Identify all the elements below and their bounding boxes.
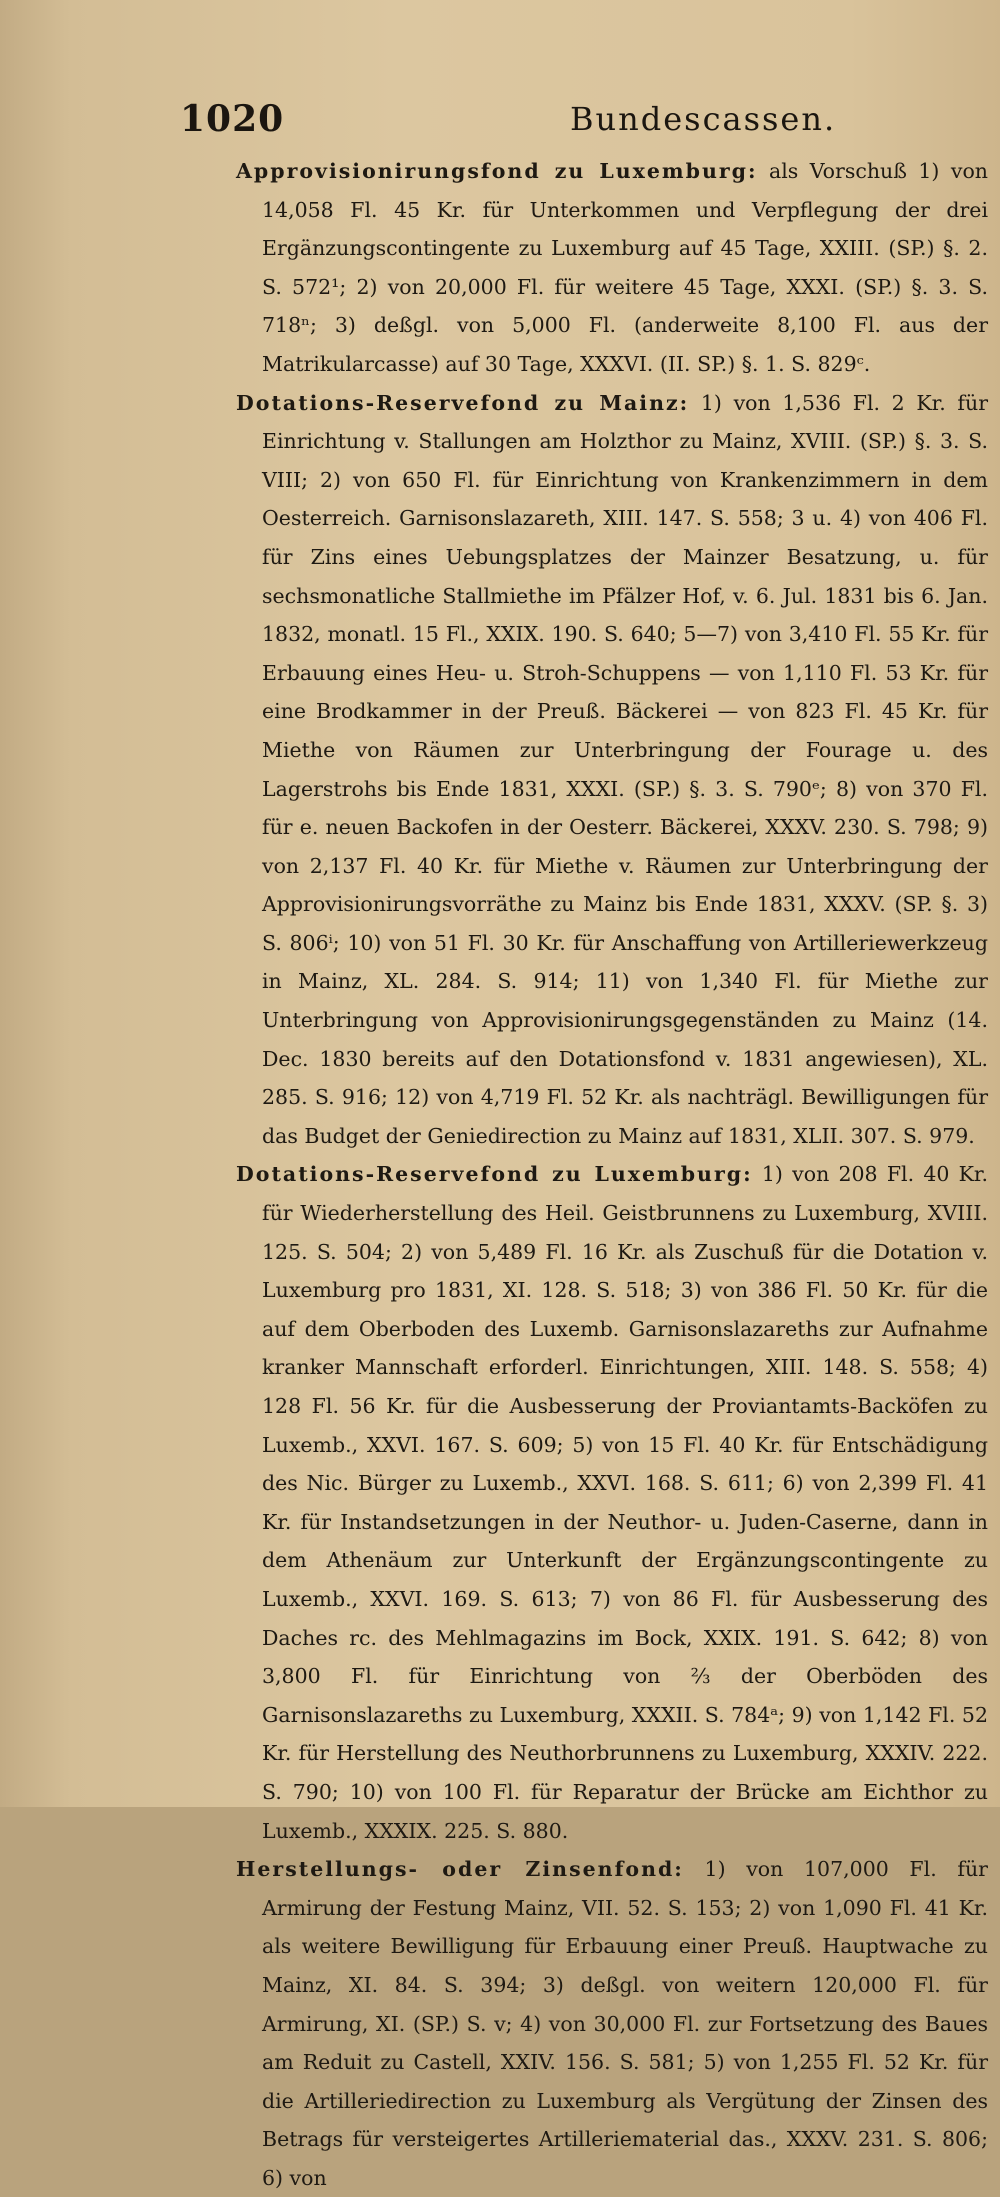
entry-text: als Vorschuß 1) von 14,058 Fl. 45 Kr. für Unterkommen und Verpflegung der drei Ergänzungscontingente zu Luxemburg auf 45 Tage, XXIII. (SP.) §. 2. S. 572¹; 2) von 20,000 Fl. für weitere 45 Tage, XXXI. (SP.) §. 3. S. 718ⁿ; 3) deßgl. von 5,000 Fl. (anderweite 8,100 Fl. aus der Matrikularcasse) auf 30 Tage, XXXVI. (II. SP.) §. 1. S. 829ᶜ. [262,159,988,376]
entry-title: Herstellungs- oder Zinsenfond: [236,1857,684,1882]
running-title: Bundescassen. [570,100,837,138]
running-head [180,98,960,144]
entry-approvisionirungsfond [236,152,988,384]
entry-text: 1) von 1,536 Fl. 2 Kr. für Einrichtung v. Stallungen am Holzthor zu Mainz, XVIII. (SP.) §. 3. S. VIII; 2) von 650 Fl. für Einrichtung von Krankenzimmern in dem Oesterreich. Garnisonslazareth, XIII. 147. S. 558; 3 u. 4) von 406 Fl. für Zins eines Uebungsplatzes der Mainzer Besatzung, u. für sechsmonatliche Stallmiethe im Pfälzer Hof, v. 6. Jul. 1831 bis 6. Jan. 1832, monatl. 15 Fl., XXIX. 190. S. 640; 5—7) von 3,410 Fl. 55 Kr. für Erbauung eines Heu- u. Stroh-Schuppens — von 1,110 Fl. 53 Kr. für eine Brodkammer in der Preuß. Bäckerei — von 823 Fl. 45 Kr. für Miethe von Räumen zur Unterbringung der Fourage u. des Lagerstrohs bis Ende 1831, XXXI. (SP.) §. 3. S. 790ᵉ; 8) von 370 Fl. für e. neuen Backofen in der Oesterr. Bäckerei, XXXV. 230. S. 798; 9) von 2,137 Fl. 40 Kr. für Miethe v. Räumen zur Unterbringung der Approvisionirungsvorräthe zu Mainz bis Ende 1831, XXXV. (SP. §. 3) S. 806ⁱ; 10) von 51 Fl. 30 Kr. für Anschaffung von Artilleriewerkzeug in Mainz, XL. 284. S. 914; 11) von 1,340 Fl. für Miethe zur Unterbringung von Approvisionirungsgegenständen zu Mainz (14. Dec. 1830 bereits auf den Dotationsfond v. 1831 angewiesen), XL. 285. S. 916; 12) von 4,719 Fl. 52 Kr. als nachträgl. Bewilligungen für das Budget der Geniedirection zu Mainz auf 1831, XLII. 307. S. 979. [262,390,988,1148]
entry-title: Dotations-Reservefond zu Luxemburg: [236,1162,753,1187]
entry-herstellungs-oder-zinsenfond [236,1850,988,2197]
entry-dotations-reservefond-mainz [236,384,988,1156]
entry-dotations-reservefond-luxemburg [236,1155,988,1850]
entry-title: Dotations-Reservefond zu Mainz: [236,390,690,415]
entry-text: 1) von 107,000 Fl. für Armirung der Festung Mainz, VII. 52. S. 153; 2) von 1,090 Fl. 41 Kr. als weitere Bewilligung für Erbauung einer Preuß. Hauptwache zu Mainz, XI. 84. S. 394; 3) deßgl. von weitern 120,000 Fl. für Armirung, XI. (SP.) S. v; 4) von 30,000 Fl. zur Fortsetzung des Baues am Reduit zu Castell, XXIV. 156. S. 581; 5) von 1,255 Fl. 52 Kr. für die Artilleriedirection zu Luxemburg als Vergütung der Zinsen des Betrags für versteigertes Artilleriematerial das., XXXV. 231. S. 806; 6) von [262,1857,988,2190]
entry-text: 1) von 208 Fl. 40 Kr. für Wiederherstellung des Heil. Geistbrunnens zu Luxemburg, XVIII. 125. S. 504; 2) von 5,489 Fl. 16 Kr. als Zuschuß für die Dotation v. Luxemburg pro 1831, XI. 128. S. 518; 3) von 386 Fl. 50 Kr. für die auf dem Oberboden des Luxemb. Garnisonslazareths zur Aufnahme kranker Mannschaft erforderl. Einrichtungen, XIII. 148. S. 558; 4) 128 Fl. 56 Kr. für die Ausbesserung der Proviantamts-Backöfen zu Luxemb., XXVI. 167. S. 609; 5) von 15 Fl. 40 Kr. für Entschädigung des Nic. Bürger zu Luxemb., XXVI. 168. S. 611; 6) von 2,399 Fl. 41 Kr. für Instandsetzungen in der Neuthor- u. Juden-Caserne, dann in dem Athenäum zur Unterkunft der Ergänzungscontingente zu Luxemb., XXVI. 169. S. 613; 7) von 86 Fl. für Ausbesserung des Daches rc. des Mehlmagazins im Bock, XXIX. 191. S. 642; 8) von 3,800 Fl. für Einrichtung von ⅔ der Oberböden des Garnisonslazareths zu Luxemburg, XXXII. S. 784ᵃ; 9) von 1,142 Fl. 52 Kr. für Herstellung des Neuthorbrunnens zu Luxemburg, XXXIV. 222. S. 790; 10) von 100 Fl. für Reparatur der Brücke am Eichthor zu Luxemb., XXXIX. 225. S. 880. [262,1162,988,1843]
index-entries [236,152,988,2197]
page-number: 1020 [180,98,285,140]
entry-title: Approvisionirungsfond zu Luxemburg: [236,159,758,183]
